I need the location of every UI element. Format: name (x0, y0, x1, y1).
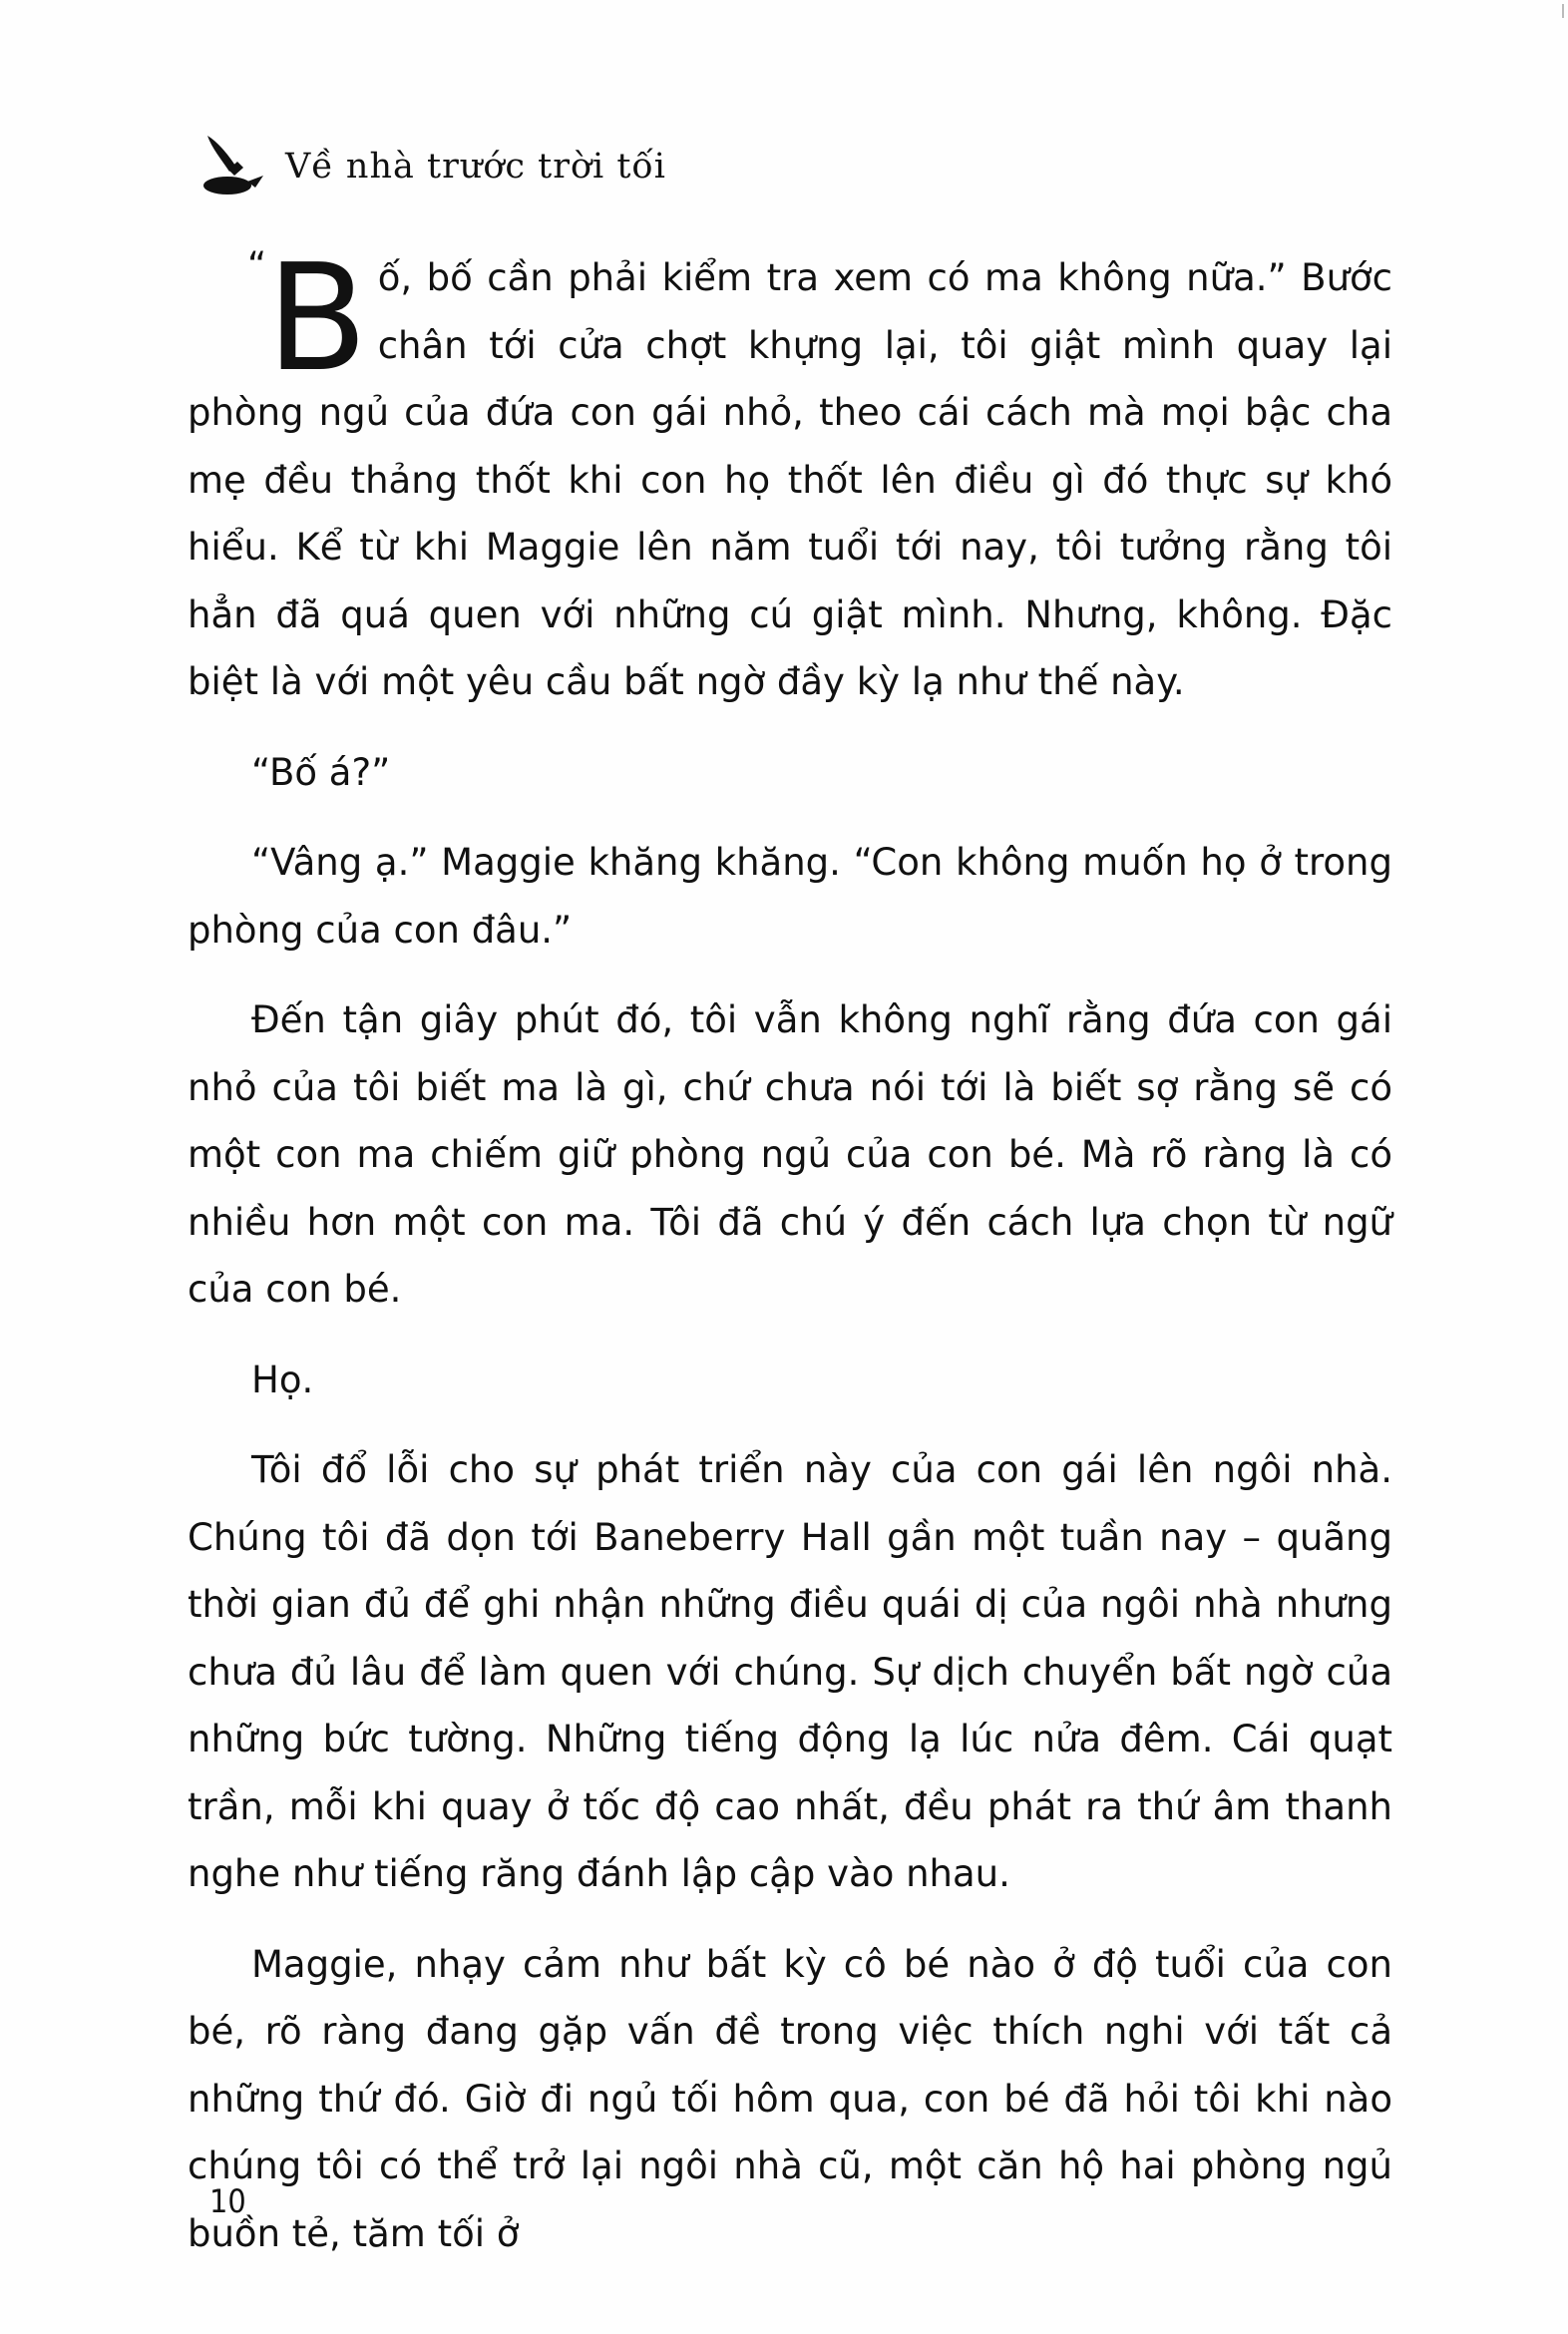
paragraph: “Bố á?” (251, 750, 391, 794)
paragraph: Họ. (251, 1358, 314, 1401)
paragraph: Đến tận giây phút đó, tôi vẫn không nghĩ rằng đứa con gái nhỏ của tôi biết ma là gì, chứ chưa nói tới là biết sợ rằng sẽ có một con ma chiếm giữ phòng ngủ của con bé. Mà rõ ràng là có nhiều hơn một con ma. Tôi đã chú ý đến cách lựa chọn từ ngữ của con bé. (188, 998, 1392, 1311)
page-number: 10 (209, 2182, 246, 2220)
opening-quote-mark: “ (247, 244, 267, 287)
paragraph-text: ố, bố cần phải kiểm tra xem có ma không nữa.” Bước chân tới cửa chợt khựng lại, tôi giật mình quay lại phòng ngủ của đứa con gái nhỏ, theo cái cách mà mọi bậc cha mẹ đều thảng thốt khi con họ thốt lên điều gì đó thực sự khó hiểu. Kể từ khi Maggie lên năm tuổi tới nay, tôi tưởng rằng tôi hẳn đã quá quen với những cú giật mình. Nhưng, không. Đặc biệt là với một yêu cầu bất ngờ đầy kỳ lạ như thế này. (188, 256, 1392, 703)
paragraph-opening (188, 232, 1392, 716)
paragraph: Tôi đổ lỗi cho sự phát triển này của con gái lên ngôi nhà. Chúng tôi đã dọn tới Baneberry Hall gần một tuần nay – quãng thời gian đủ để ghi nhận những điều quái dị của ngôi nhà nhưng chưa đủ lâu để làm quen với chúng. Sự dịch chuyển bất ngờ của những bức tường. Những tiếng động lạ lúc nửa đêm. Cái quạt trần, mỗi khi quay ở tốc độ cao nhất, đều phát ra thứ âm thanh nghe như tiếng răng đánh lập cập vào nhau. (188, 1448, 1392, 1895)
paragraph: Maggie, nhạy cảm như bất kỳ cô bé nào ở độ tuổi của con bé, rõ ràng đang gặp vấn đề trong việc thích nghi với tất cả những thứ đó. Giờ đi ngủ tối hôm qua, con bé đã hỏi tôi khi nào chúng tôi có thể trở lại ngôi nhà cũ, một căn hộ hai phòng ngủ buồn tẻ, tăm tối ở (188, 1942, 1392, 2255)
scan-mark (1562, 4, 1564, 18)
drop-cap: B (266, 232, 368, 404)
fountain-pen-icon (197, 132, 267, 201)
body-text (188, 232, 1392, 2290)
paragraph: “Vâng ạ.” Maggie khăng khăng. “Con không muốn họ ở trong phòng của con đâu.” (188, 841, 1392, 952)
running-header-title: Về nhà trước trời tối (285, 147, 667, 187)
running-header (197, 132, 666, 201)
